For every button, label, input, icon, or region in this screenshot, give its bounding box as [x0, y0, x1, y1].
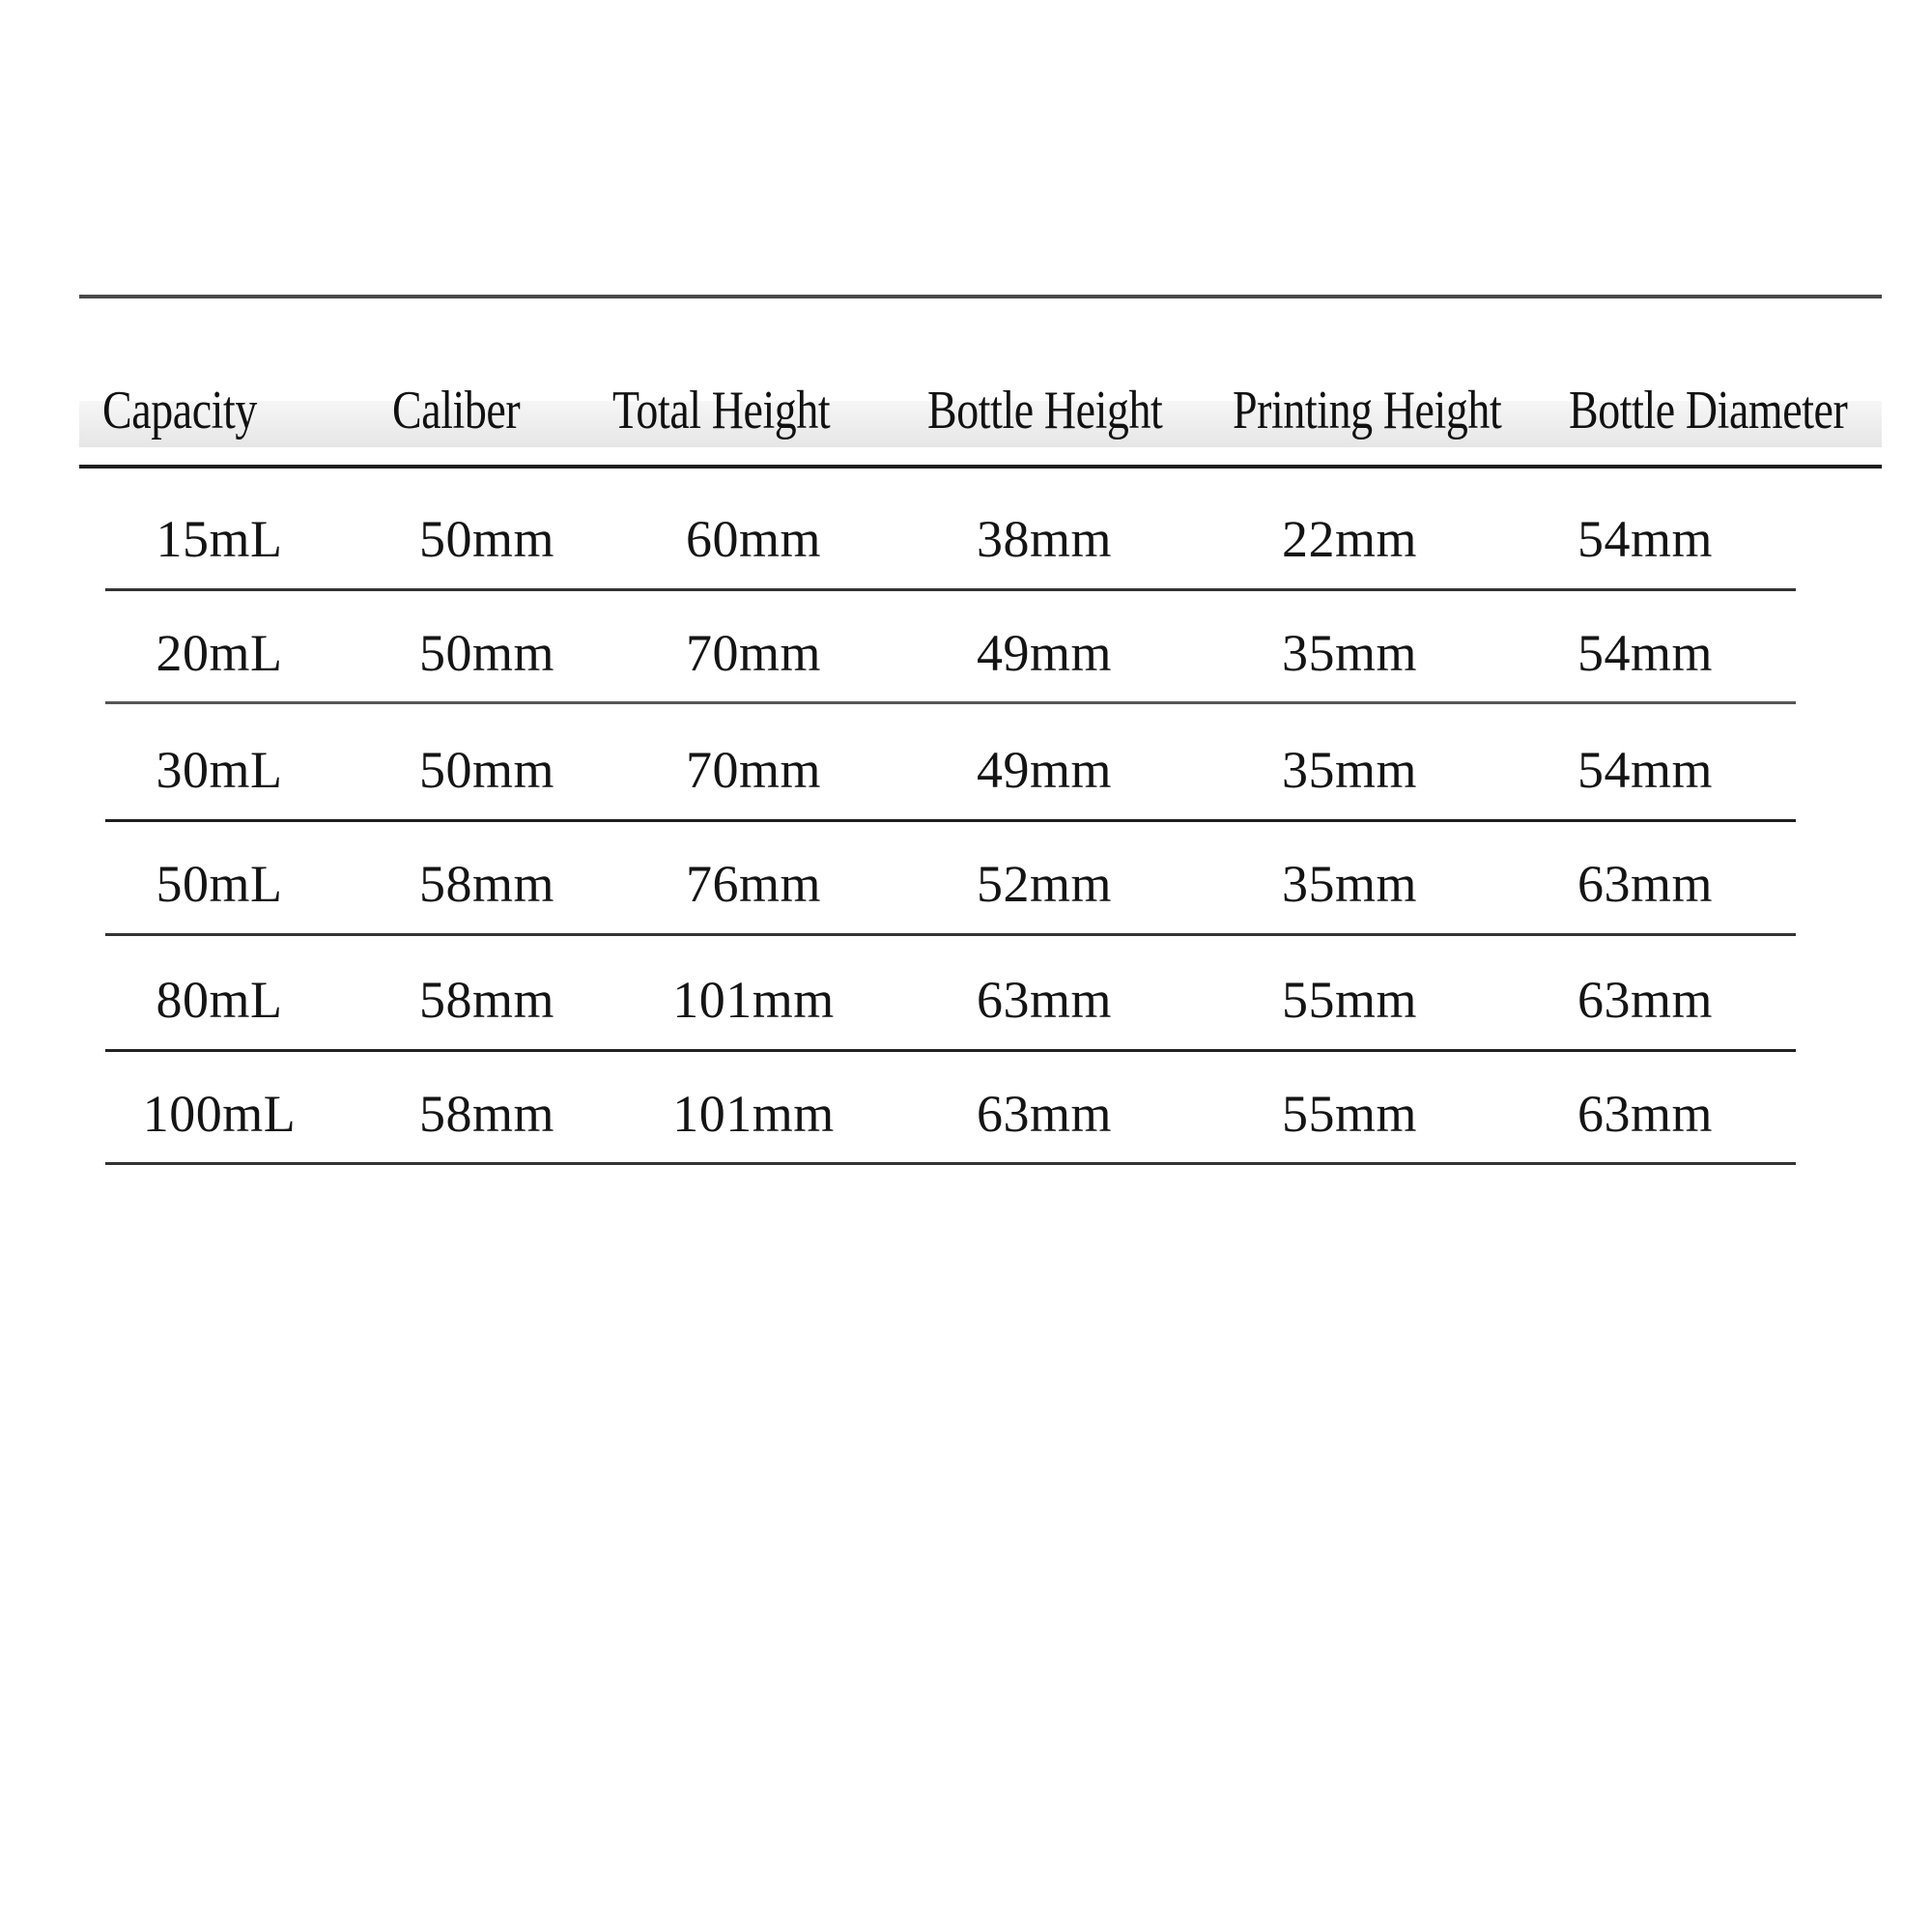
- cell-printing-height: 22mm: [1281, 510, 1417, 568]
- cell-total-height: 60mm: [685, 510, 821, 568]
- cell-capacity: 100mL: [142, 1085, 297, 1143]
- cell-total-height: 101mm: [672, 1085, 835, 1143]
- cell-total-height: 76mm: [685, 855, 821, 913]
- cell-printing-height: 35mm: [1281, 624, 1417, 682]
- row-divider: [105, 1049, 1796, 1052]
- cell-bottle-diameter: 54mm: [1577, 741, 1713, 799]
- header-total-height: Total Height: [612, 381, 831, 440]
- cell-printing-height: 55mm: [1281, 1085, 1417, 1143]
- cell-capacity: 50mL: [156, 855, 283, 913]
- cell-bottle-diameter: 54mm: [1577, 510, 1713, 568]
- cell-caliber: 58mm: [418, 971, 554, 1029]
- cell-total-height: 70mm: [685, 741, 821, 799]
- cell-printing-height: 35mm: [1281, 855, 1417, 913]
- cell-capacity: 20mL: [156, 624, 283, 682]
- row-divider: [105, 933, 1796, 936]
- cell-bottle-height: 63mm: [976, 1085, 1112, 1143]
- cell-caliber: 58mm: [418, 855, 554, 913]
- row-divider: [105, 588, 1796, 591]
- cell-capacity: 80mL: [156, 971, 283, 1029]
- cell-capacity: 15mL: [156, 510, 283, 568]
- table-row: [0, 961, 1932, 1038]
- row-divider: [105, 701, 1796, 704]
- table-row: [0, 500, 1932, 578]
- table-header-row: [0, 372, 1932, 449]
- cell-bottle-height: 38mm: [976, 510, 1112, 568]
- cell-bottle-diameter: 63mm: [1577, 971, 1713, 1029]
- table-row: [0, 845, 1932, 923]
- cell-bottle-diameter: 54mm: [1577, 624, 1713, 682]
- cell-bottle-height: 49mm: [976, 624, 1112, 682]
- row-divider: [105, 819, 1796, 822]
- header-printing-height: Printing Height: [1233, 381, 1502, 440]
- cell-total-height: 101mm: [672, 971, 835, 1029]
- header-bottom-rule: [79, 465, 1882, 469]
- header-bottle-height: Bottle Height: [927, 381, 1163, 440]
- cell-bottle-height: 52mm: [976, 855, 1112, 913]
- cell-caliber: 50mm: [418, 741, 554, 799]
- cell-caliber: 50mm: [418, 510, 554, 568]
- cell-caliber: 50mm: [418, 624, 554, 682]
- header-capacity: Capacity: [102, 381, 257, 440]
- cell-bottle-height: 49mm: [976, 741, 1112, 799]
- table-top-rule: [79, 295, 1882, 298]
- table-row: [0, 614, 1932, 692]
- header-bottle-diameter: Bottle Diameter: [1569, 381, 1848, 440]
- header-caliber: Caliber: [392, 381, 521, 440]
- cell-caliber: 58mm: [418, 1085, 554, 1143]
- cell-bottle-diameter: 63mm: [1577, 1085, 1713, 1143]
- cell-bottle-diameter: 63mm: [1577, 855, 1713, 913]
- cell-printing-height: 35mm: [1281, 741, 1417, 799]
- cell-printing-height: 55mm: [1281, 971, 1417, 1029]
- cell-total-height: 70mm: [685, 624, 821, 682]
- table-row: [0, 1075, 1932, 1152]
- table-bottom-rule: [105, 1162, 1796, 1165]
- cell-bottle-height: 63mm: [976, 971, 1112, 1029]
- table-row: [0, 731, 1932, 809]
- cell-capacity: 30mL: [156, 741, 283, 799]
